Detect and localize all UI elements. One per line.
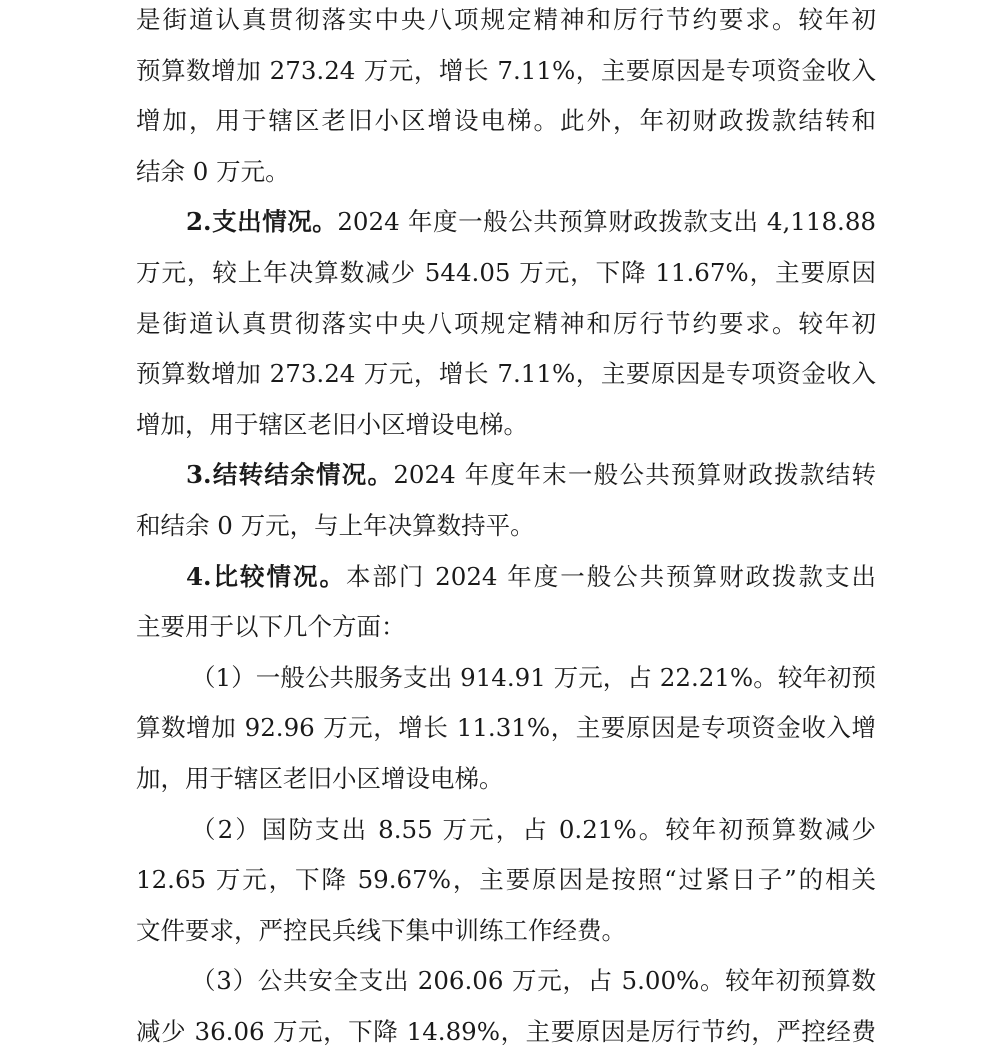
line-text: 2024 年度一般公共预算财政拨款支出 4,118.88 [337,207,877,237]
document-page [136,0,876,1057]
line-text: 加，用于辖区老旧小区增设电梯。 [136,763,504,793]
paragraph-line [136,1007,876,1058]
section-heading: 2.支出情况。 [186,207,338,237]
section-heading-line [136,552,876,603]
line-text: 预算数增加 273.24 万元，增长 7.11%，主要原因是专项资金收入 [136,359,876,389]
line-text: 12.65 万元，下降 59.67%，主要原因是按照“过紧日子”的相关 [136,865,876,895]
paragraph-line [136,602,876,653]
line-text: 是街道认真贯彻落实中央八项规定精神和厉行节约要求。较年初 [136,5,876,34]
line-text: 算数增加 92.96 万元，增长 11.31%，主要原因是专项资金收入增 [136,713,876,743]
line-text: 增加，用于辖区老旧小区增设电梯。 [136,409,528,439]
line-text: 减少 36.06 万元，下降 14.89%，主要原因是厉行节约，严控经费 [136,1016,876,1046]
section-heading: 3.结转结余情况。 [186,460,394,490]
paragraph-line [136,349,876,400]
line-text: （2）国防支出 8.55 万元，占 0.21%。较年初预算数减少 [191,814,876,844]
paragraph-line [136,96,876,147]
list-item-line [136,956,876,1007]
line-text: 2024 年度年末一般公共预算财政拨款结转 [393,460,877,490]
line-text: 文件要求，严控民兵线下集中训练工作经费。 [136,915,626,945]
line-text: 是街道认真贯彻落实中央八项规定精神和厉行节约要求。较年初 [136,308,876,338]
line-text: 万元，较上年决算数减少 544.05 万元，下降 11.67%，主要原因 [136,257,876,287]
line-text: （3）公共安全支出 206.06 万元，占 5.00%。较年初预算数 [191,966,876,996]
line-text: 增加，用于辖区老旧小区增设电梯。此外，年初财政拨款结转和 [136,106,876,136]
section-heading: 4.比较情况。 [186,561,346,591]
section-heading-line [136,197,876,248]
section-heading-line [136,450,876,501]
paragraph-line [136,855,876,906]
paragraph-line [136,299,876,350]
paragraph-line [136,754,876,805]
paragraph-line [136,0,876,46]
line-text: 预算数增加 273.24 万元，增长 7.11%，主要原因是专项资金收入 [136,55,876,85]
paragraph-line [136,147,876,198]
line-text: 本部门 2024 年度一般公共预算财政拨款支出 [345,561,876,591]
paragraph-line [136,501,876,552]
list-item-line [136,653,876,704]
paragraph-line [136,400,876,451]
line-text: 和结余 0 万元，与上年决算数持平。 [136,510,535,540]
line-text: （1）一般公共服务支出 914.91 万元，占 22.21%。较年初预 [191,662,876,692]
line-text: 结余 0 万元。 [136,156,290,186]
paragraph-line [136,46,876,97]
list-item-line [136,805,876,856]
paragraph-line [136,248,876,299]
line-text: 主要用于以下几个方面： [136,612,406,642]
paragraph-line [136,703,876,754]
paragraph-line [136,906,876,957]
